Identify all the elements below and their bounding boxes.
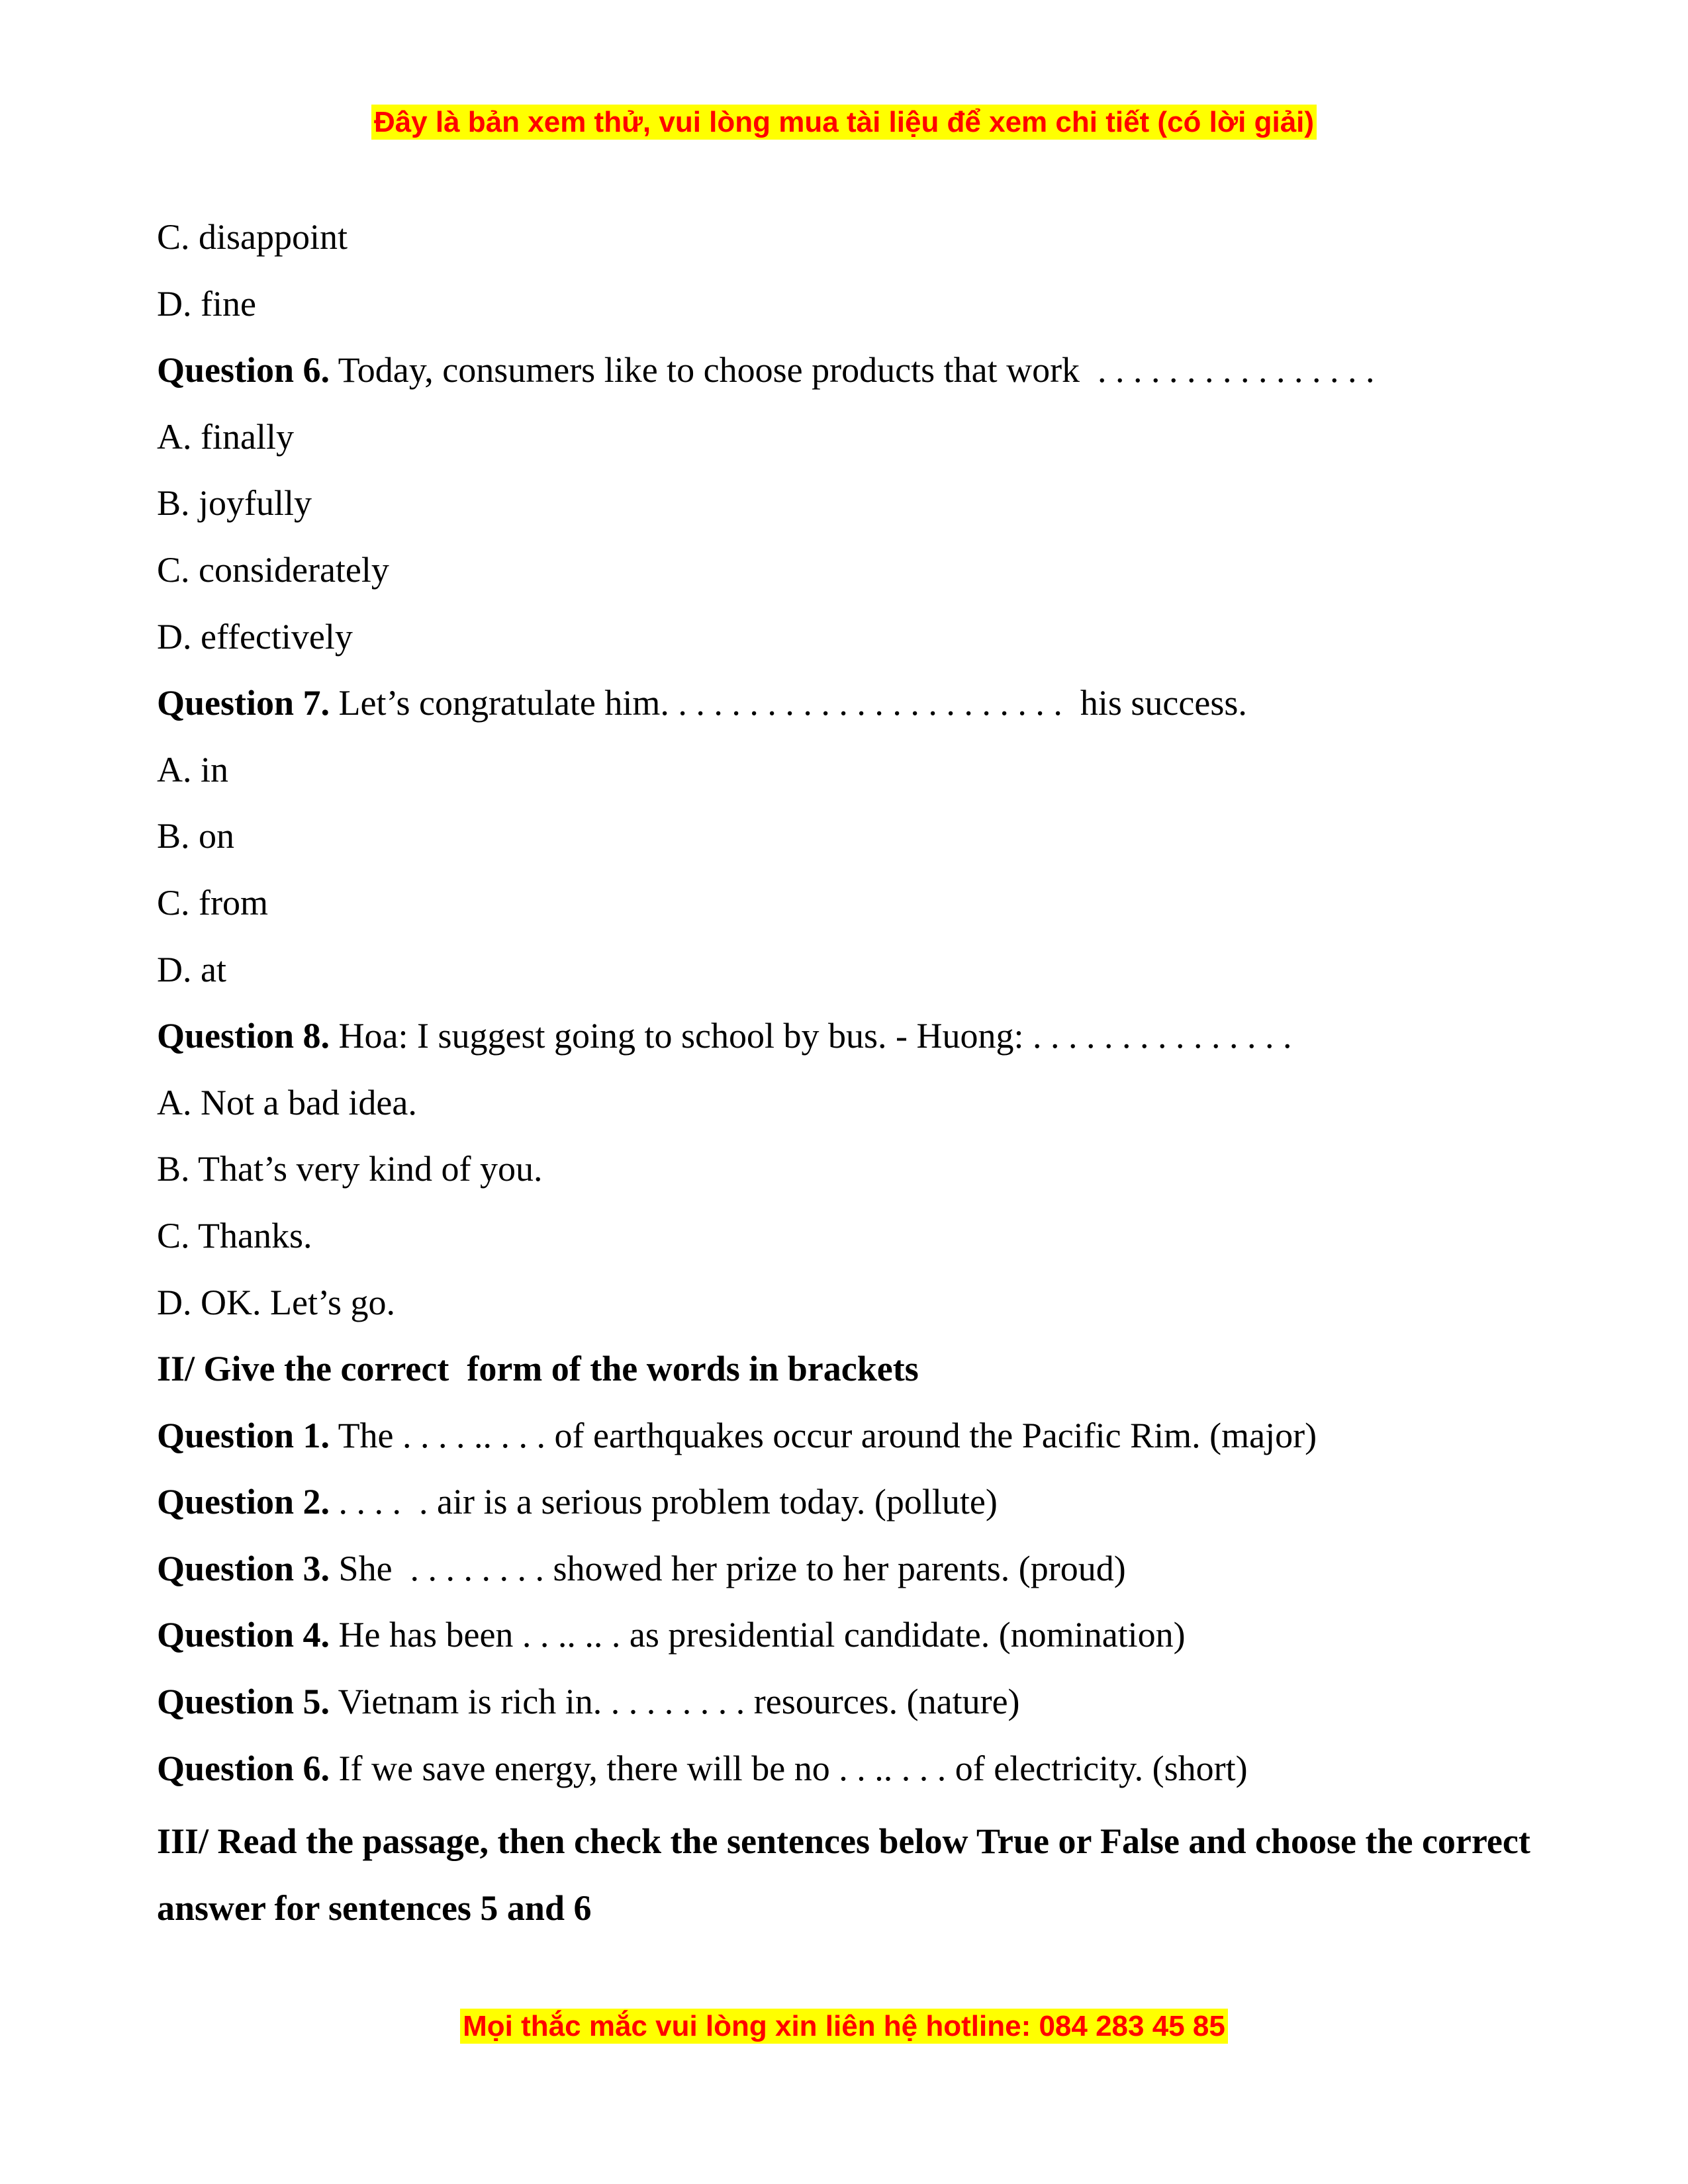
question-text: She . . . . . . . . showed her prize to her parents. (proud): [330, 1548, 1126, 1588]
answer-option: A. Not a bad idea.: [157, 1082, 417, 1122]
document-body: [157, 210, 1554, 1941]
answer-option: A. finally: [157, 416, 294, 457]
question-text: Vietnam is rich in. . . . . . . . . resources. (nature): [330, 1682, 1020, 1722]
question-text: Let’s congratulate him. . . . . . . . . . . . . . . . . . . . . . . his success.: [330, 683, 1247, 723]
question-label: Question 3.: [157, 1548, 330, 1588]
hotline-notice-banner: [0, 2007, 1688, 2046]
answer-option: B. on: [157, 816, 235, 856]
preview-notice-text: Đây là bản xem thử, vui lòng mua tài liệu để xem chi tiết (có lời giải): [371, 105, 1317, 140]
question-label: Question 7.: [157, 683, 330, 723]
question-6: [157, 343, 1554, 410]
question-text: . . . . . air is a serious problem today. (pollute): [330, 1482, 998, 1522]
question-text: He has been . . .. .. . as presidential candidate. (nomination): [330, 1615, 1186, 1655]
question-label: Question 4.: [157, 1615, 330, 1655]
question-7: [157, 676, 1554, 743]
question-8: [157, 1009, 1554, 1076]
answer-option: C. Thanks.: [157, 1215, 312, 1255]
hotline-notice-text: Mọi thắc mắc vui lòng xin liên hệ hotline: 084 283 45 85: [460, 2009, 1228, 2044]
question-label: Question 2.: [157, 1482, 330, 1522]
answer-option: D. OK. Let’s go.: [157, 1282, 395, 1322]
word-form-question: [157, 1675, 1554, 1742]
question-label: Question 6.: [157, 1748, 330, 1788]
word-form-question: [157, 1475, 1554, 1542]
section-2-heading: II/ Give the correct form of the words in brackets: [157, 1349, 919, 1389]
question-text: If we save energy, there will be no . . .. . . . of electricity. (short): [330, 1748, 1248, 1788]
answer-option: D. effectively: [157, 616, 353, 657]
question-label: Question 1.: [157, 1415, 330, 1455]
question-label: Question 5.: [157, 1682, 330, 1722]
word-form-question: [157, 1608, 1554, 1675]
answer-option: B. joyfully: [157, 483, 312, 523]
answer-option: D. fine: [157, 283, 256, 324]
question-label: Question 8.: [157, 1016, 330, 1056]
section-3-heading: III/ Read the passage, then check the sentences below True or False and choose the correct answer for sentences 5 and 6: [157, 1821, 1530, 1928]
question-text: Hoa: I suggest going to school by bus. - Huong: . . . . . . . . . . . . . . .: [330, 1016, 1292, 1056]
answer-option: D. at: [157, 949, 226, 989]
question-text: The . . . . .. . . . of earthquakes occur around the Pacific Rim. (major): [330, 1415, 1317, 1455]
word-form-question: [157, 1409, 1554, 1476]
answer-option: A. in: [157, 749, 228, 790]
word-form-question: [157, 1542, 1554, 1609]
question-label: Question 6.: [157, 350, 330, 390]
answer-option: C. considerately: [157, 549, 389, 590]
answer-option: C. disappoint: [157, 217, 348, 257]
question-text: Today, consumers like to choose products that work . . . . . . . . . . . . . . . .: [330, 350, 1375, 390]
preview-notice-banner: [0, 103, 1688, 142]
answer-option: B. That’s very kind of you.: [157, 1149, 543, 1189]
answer-option: C. from: [157, 882, 268, 923]
word-form-question: [157, 1742, 1554, 1809]
